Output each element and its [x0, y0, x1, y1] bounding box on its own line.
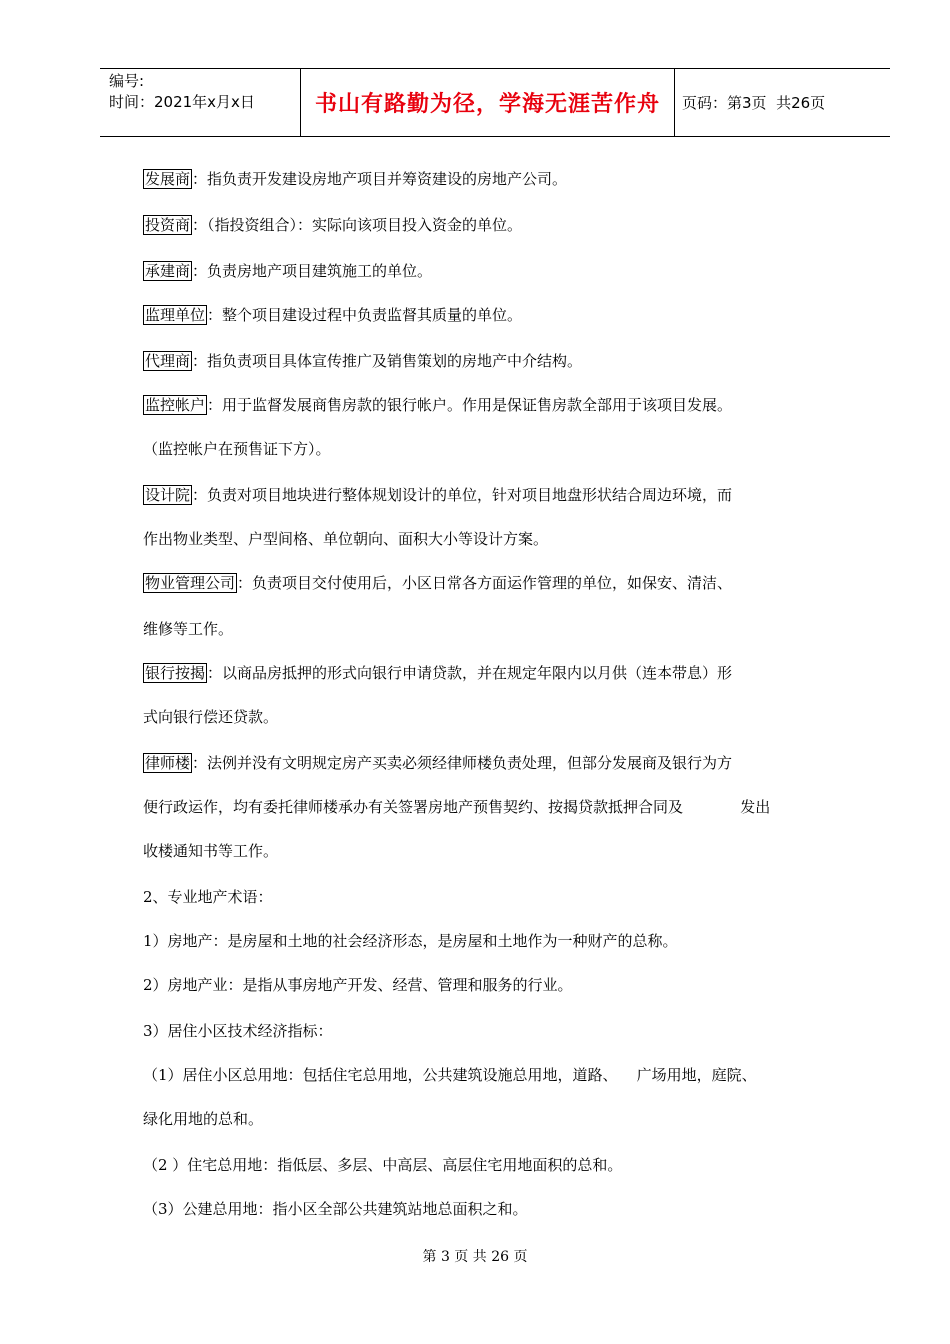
text-line — [143, 214, 522, 236]
line-text: 1）房地产：是房屋和土地的社会经济形态，是房屋和土地作为一种财产的总称。 — [143, 932, 678, 950]
line-text: 2、专业地产术语： — [143, 888, 273, 906]
line-text: ：（指投资组合）：实际向该项目投入资金的单位。 — [192, 216, 523, 234]
text-line — [143, 662, 732, 684]
text-line — [143, 304, 522, 326]
text-line — [143, 1020, 333, 1042]
term-label: 发展商 — [145, 170, 191, 188]
term-label: 银行按揭 — [145, 664, 206, 682]
text-line — [143, 1198, 528, 1220]
term-label: 投资商 — [145, 216, 191, 234]
line-text: 作出物业类型、户型间格、单位朝向、面积大小等设计方案。 — [143, 530, 549, 548]
text-line — [143, 350, 582, 372]
text-line — [143, 572, 732, 594]
term-label: 律师楼 — [145, 754, 191, 772]
line-text: ：负责房地产项目建筑施工的单位。 — [192, 262, 433, 280]
line-text: 2）房地产业：是指从事房地产开发、经营、管理和服务的行业。 — [143, 976, 573, 994]
text-line — [143, 528, 548, 550]
line-text: （3）公建总用地：指小区全部公共建筑站地总面积之和。 — [143, 1200, 528, 1218]
text-line — [143, 1154, 622, 1176]
line-text: 便行政运作，均有委托律师楼承办有关签署房地产预售契约、按揭贷款抵押合同及 发出 — [143, 798, 771, 816]
header-page-info: 页码：第3页 共26页 — [682, 94, 826, 112]
text-line — [143, 438, 331, 460]
line-text: 式向银行偿还贷款。 — [143, 708, 279, 726]
line-text: 绿化用地的总和。 — [143, 1110, 264, 1128]
term-label: 物业管理公司 — [145, 574, 236, 592]
term-label: 承建商 — [145, 262, 191, 280]
text-line — [143, 840, 278, 862]
time-label: 时间：2021年x月x日 — [109, 93, 255, 111]
header-motto-cell — [301, 69, 675, 136]
term-label: 监控帐户 — [145, 396, 206, 414]
line-text: ：法例并没有文明规定房产买卖必须经律师楼负责处理，但部分发展商及银行为方 — [192, 754, 733, 772]
header-motto: 书山有路勤为径，学海无涯苦作舟 — [314, 91, 660, 117]
text-line — [143, 394, 732, 416]
line-text: （监控帐户在预售证下方）。 — [143, 440, 331, 458]
text-line — [143, 706, 278, 728]
line-text: ：负责项目交付使用后，小区日常各方面运作管理的单位，如保安、清洁、 — [237, 574, 733, 592]
line-text: ：指负责开发建设房地产项目并筹资建设的房地产公司。 — [192, 170, 568, 188]
text-line — [143, 752, 732, 774]
term-label: 代理商 — [145, 352, 191, 370]
line-text: ：用于监督发展商售房款的银行帐户。作用是保证售房款全部用于该项目发展。 — [207, 396, 733, 414]
page-footer: 第 3 页 共 26 页 — [422, 1249, 528, 1265]
line-text: ：指负责项目具体宣传推广及销售策划的房地产中介结构。 — [192, 352, 583, 370]
line-text: 3）居住小区技术经济指标： — [143, 1022, 333, 1040]
line-text: ：负责对项目地块进行整体规划设计的单位，针对项目地盘形状结合周边环境，而 — [192, 486, 733, 504]
line-text: ：以商品房抵押的形式向银行申请贷款，并在规定年限内以月供（连本带息）形 — [207, 664, 733, 682]
line-text: 维修等工作。 — [143, 620, 234, 638]
page-header — [100, 68, 890, 137]
term-label: 设计院 — [145, 486, 191, 504]
text-line — [143, 1064, 757, 1086]
text-line — [143, 930, 678, 952]
header-meta — [100, 69, 301, 136]
number-label: 编号: — [109, 72, 145, 90]
text-line — [143, 484, 732, 506]
text-line — [143, 974, 573, 996]
line-text: ：整个项目建设过程中负责监督其质量的单位。 — [207, 306, 523, 324]
text-line — [143, 260, 432, 282]
text-line — [143, 796, 770, 818]
line-text: （2 ）住宅总用地：指低层、多层、中高层、高层住宅用地面积的总和。 — [143, 1156, 623, 1174]
text-line — [143, 618, 233, 640]
text-line — [143, 168, 567, 190]
text-line — [143, 886, 273, 908]
text-line — [143, 1108, 263, 1130]
line-text: （1）居住小区总用地：包括住宅总用地，公共建筑设施总用地，道路、 广场用地，庭院、 — [143, 1066, 757, 1084]
term-label: 监理单位 — [145, 306, 206, 324]
line-text: 收楼通知书等工作。 — [143, 842, 279, 860]
